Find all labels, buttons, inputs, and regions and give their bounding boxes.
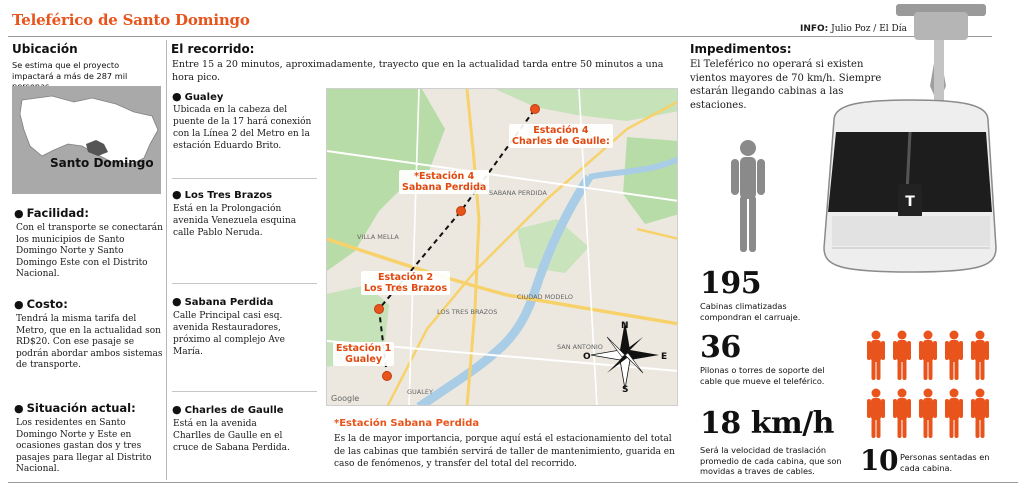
recorrido-intro: Entre 15 a 20 minutos, aproximadamente, trayecto que en la actualidad tarda entre 50 minutos a una hora pico.: [172, 59, 664, 83]
stop-divider: [172, 391, 317, 392]
map-place-label: SABANA PERDIDA: [489, 189, 547, 197]
station-label-2: Estación 2 Los Tres Brazos: [361, 271, 450, 295]
page-title: Teleférico de Santo Domingo: [12, 11, 250, 29]
stop-heading: ● Sabana Perdida: [172, 295, 273, 308]
ubicacion-heading: Ubicación: [12, 42, 78, 56]
stop-heading: ● Los Tres Brazos: [172, 188, 272, 201]
station-marker-tres-brazos: [374, 304, 384, 314]
situacion-heading: ● Situación actual:: [14, 401, 136, 415]
column-divider: [166, 40, 167, 480]
impedimentos-heading: Impedimentos:: [690, 42, 792, 56]
cable-car-cabin-icon: [810, 4, 1010, 282]
recorrido-heading: El recorrido:: [171, 42, 255, 56]
person-silhouette-icon: [718, 138, 778, 256]
stop-text: Está en la avenida Charlles de Gaulle en el cruce de Sabana Perdida.: [173, 419, 290, 453]
map-place-label: LOS TRES BRAZOS: [437, 308, 498, 316]
map-place-label: VILLA MELLA: [357, 233, 399, 241]
location-map: [12, 86, 161, 194]
footer-rule: [8, 482, 1018, 483]
map-place-label: GUALEY: [407, 388, 433, 396]
svg-text:T: T: [905, 194, 915, 210]
stat-personas-text: Personas sentadas en cada cabina.: [900, 452, 990, 473]
impedimentos-text: El Teleférico no operará si existen vientos mayores de 70 km/h. Siempre estarán llegando cabinas a las estaciones.: [690, 59, 882, 111]
stat-cabinas-value: 195: [700, 266, 762, 301]
island-map-graphic: [12, 86, 161, 194]
station-marker-gualey: [382, 371, 392, 381]
costo-text: Tendrá la misma tarifa del Metro, que en la actualidad son RD$20. Con ese pasaje se podrán abordar ambos sistemas de transporte.: [16, 314, 163, 370]
compass-o: O: [583, 352, 591, 362]
person-icons: [867, 331, 989, 439]
stop-divider: [172, 283, 317, 284]
stop-heading: ● Gualey: [172, 90, 223, 103]
station-label-1: Estación 1 Gualey: [333, 342, 394, 366]
costo-heading: ● Costo:: [14, 297, 68, 311]
station-marker-sabana-perdida: [456, 206, 466, 216]
nota-heading: *Estación Sabana Perdida: [334, 418, 480, 429]
map-label-santo-domingo: Santo Domingo: [50, 156, 154, 170]
stat-velocidad-text: Será la velocidad de traslación promedio de cada cabina, que son movidas a traves de cables.: [700, 445, 842, 476]
stat-pilonas-value: 36: [700, 330, 741, 365]
stat-cabinas-text: Cabinas climatizadas compondran el carruaje.: [700, 301, 801, 322]
stop-text: Ubicada en la cabeza del puente de la 17 hará conexión con la Línea 2 del Metro en la estación Eduardo Brito.: [173, 105, 312, 151]
compass-e: E: [661, 352, 668, 362]
route-map: [326, 88, 678, 406]
stop-heading: ● Charles de Gaulle: [172, 403, 284, 416]
nota-text: Es la de mayor importancia, porque aquí está el estacionamiento del total de las cabinas que también servirá de taller de mantenimiento, guarida en caso de fenómenos, y transfer del total del recorrido.: [334, 434, 675, 469]
map-place-label: CIUDAD MODELO: [517, 293, 573, 301]
station-label-4: Estación 4 Charles de Gaulle:: [509, 124, 613, 148]
stat-velocidad-value: 18 km/h: [700, 406, 834, 441]
stop-text: Está en la Prolongación avenida Venezuela esquina calle Pablo Neruda.: [173, 204, 297, 238]
compass-n: N: [621, 321, 629, 331]
facilidad-heading: ● Facilidad:: [14, 206, 89, 220]
facilidad-text: Con el transporte se conectarán los municipios de Santo Domingo Norte y Santo Domingo Este con el Distrito Nacional.: [16, 223, 163, 279]
stat-personas-value: 10: [860, 444, 898, 477]
seated-people-graphic: [866, 330, 996, 442]
compass-s: S: [622, 385, 629, 395]
ubicacion-text: Se estima que el proyecto impactará a más de 287 mil: [12, 60, 128, 81]
station-label-3: *Estación 4 Sabana Perdida: [399, 170, 489, 194]
info-label: INFO:: [800, 24, 829, 34]
google-attribution: Google: [331, 394, 360, 403]
info-text: Julio Poz / El Día: [831, 24, 907, 34]
station-marker-charles-de-gaulle: [530, 104, 540, 114]
map-place-label: SAN ANTONIO: [557, 343, 603, 351]
stop-divider: [172, 178, 317, 179]
stat-pilonas-text: Pilonas o torres de soporte del cable que mueve el teleférico.: [700, 365, 825, 386]
situacion-text: Los residentes en Santo Domingo Norte y Este en ocasiones gastan dos y tres pasajes para llegar al Distrito Nacional.: [16, 418, 152, 474]
stop-text: Calle Principal casi esq. avenida Restauradores, próximo al complejo Ave María.: [173, 311, 285, 357]
